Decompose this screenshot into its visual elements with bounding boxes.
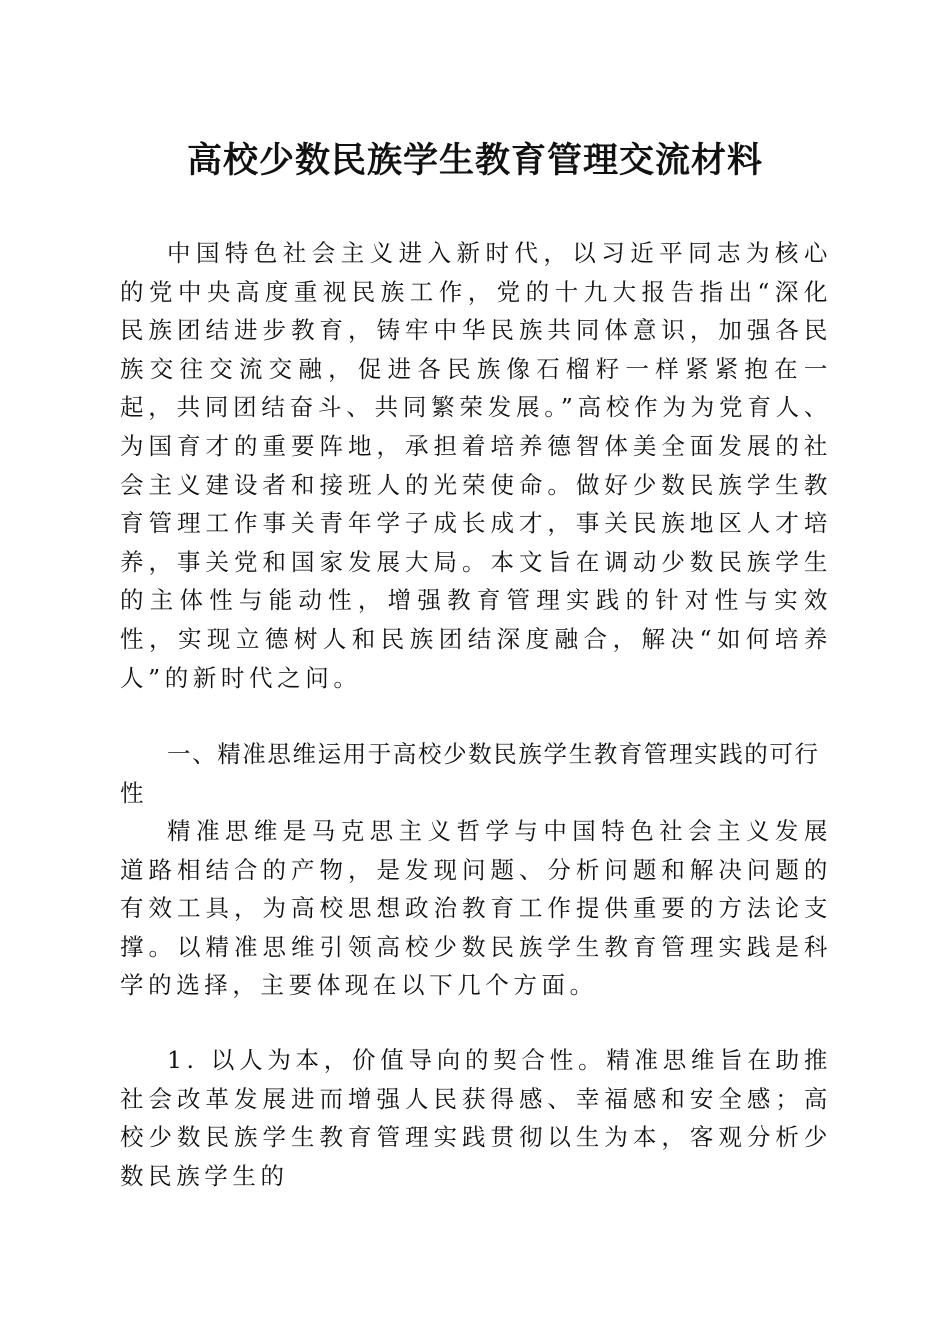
document-title: 高校少数民族学生教育管理交流材料: [186, 140, 763, 181]
intro-paragraph: 中国特色社会主义进入新时代，以习近平同志为核心的党中央高度重视民族工作，党的十九大报告指出“深化民族团结进步教育，铸牢中华民族共同体意识，加强各民族交往交流交融，促进各民族像石榴籽一样紧紧抱在一起，共同团结奋斗、共同繁荣发展。”高校作为为党育人、为国育才的重要阵地，承担着培养德智体美全面发展的社会主义建设者和接班人的光荣使命。做好少数民族学生教育管理工作事关青年学子成长成才，事关民族地区人才培养，事关党和国家发展大局。本文旨在调动少数民族学生的主体性与能动性，增强教育管理实践的针对性与实效性，实现立德树人和民族团结深度融合，解决“如何培养人”的新时代之问。: [120, 239, 832, 692]
section-1-heading: 一、精准思维运用于高校少数民族学生教育管理实践的可行性: [120, 740, 820, 807]
section-1-paragraph: 精准思维是马克思主义哲学与中国特色社会主义发展道路相结合的产物，是发现问题、分析问题和解决问题的有效工具，为高校思想政治教育工作提供重要的方法论支撑。以精准思维引领高校少数民族学生教育管理实践是科学的选择，主要体现在以下几个方面。: [120, 817, 832, 1000]
section-1-item-1-paragraph: 1. 以人为本，价值导向的契合性。精准思维旨在助推社会改革发展进而增强人民获得感、幸福感和安全感；高校少数民族学生教育管理实践贯彻以生为本，客观分析少数民族学生的: [120, 1046, 832, 1190]
